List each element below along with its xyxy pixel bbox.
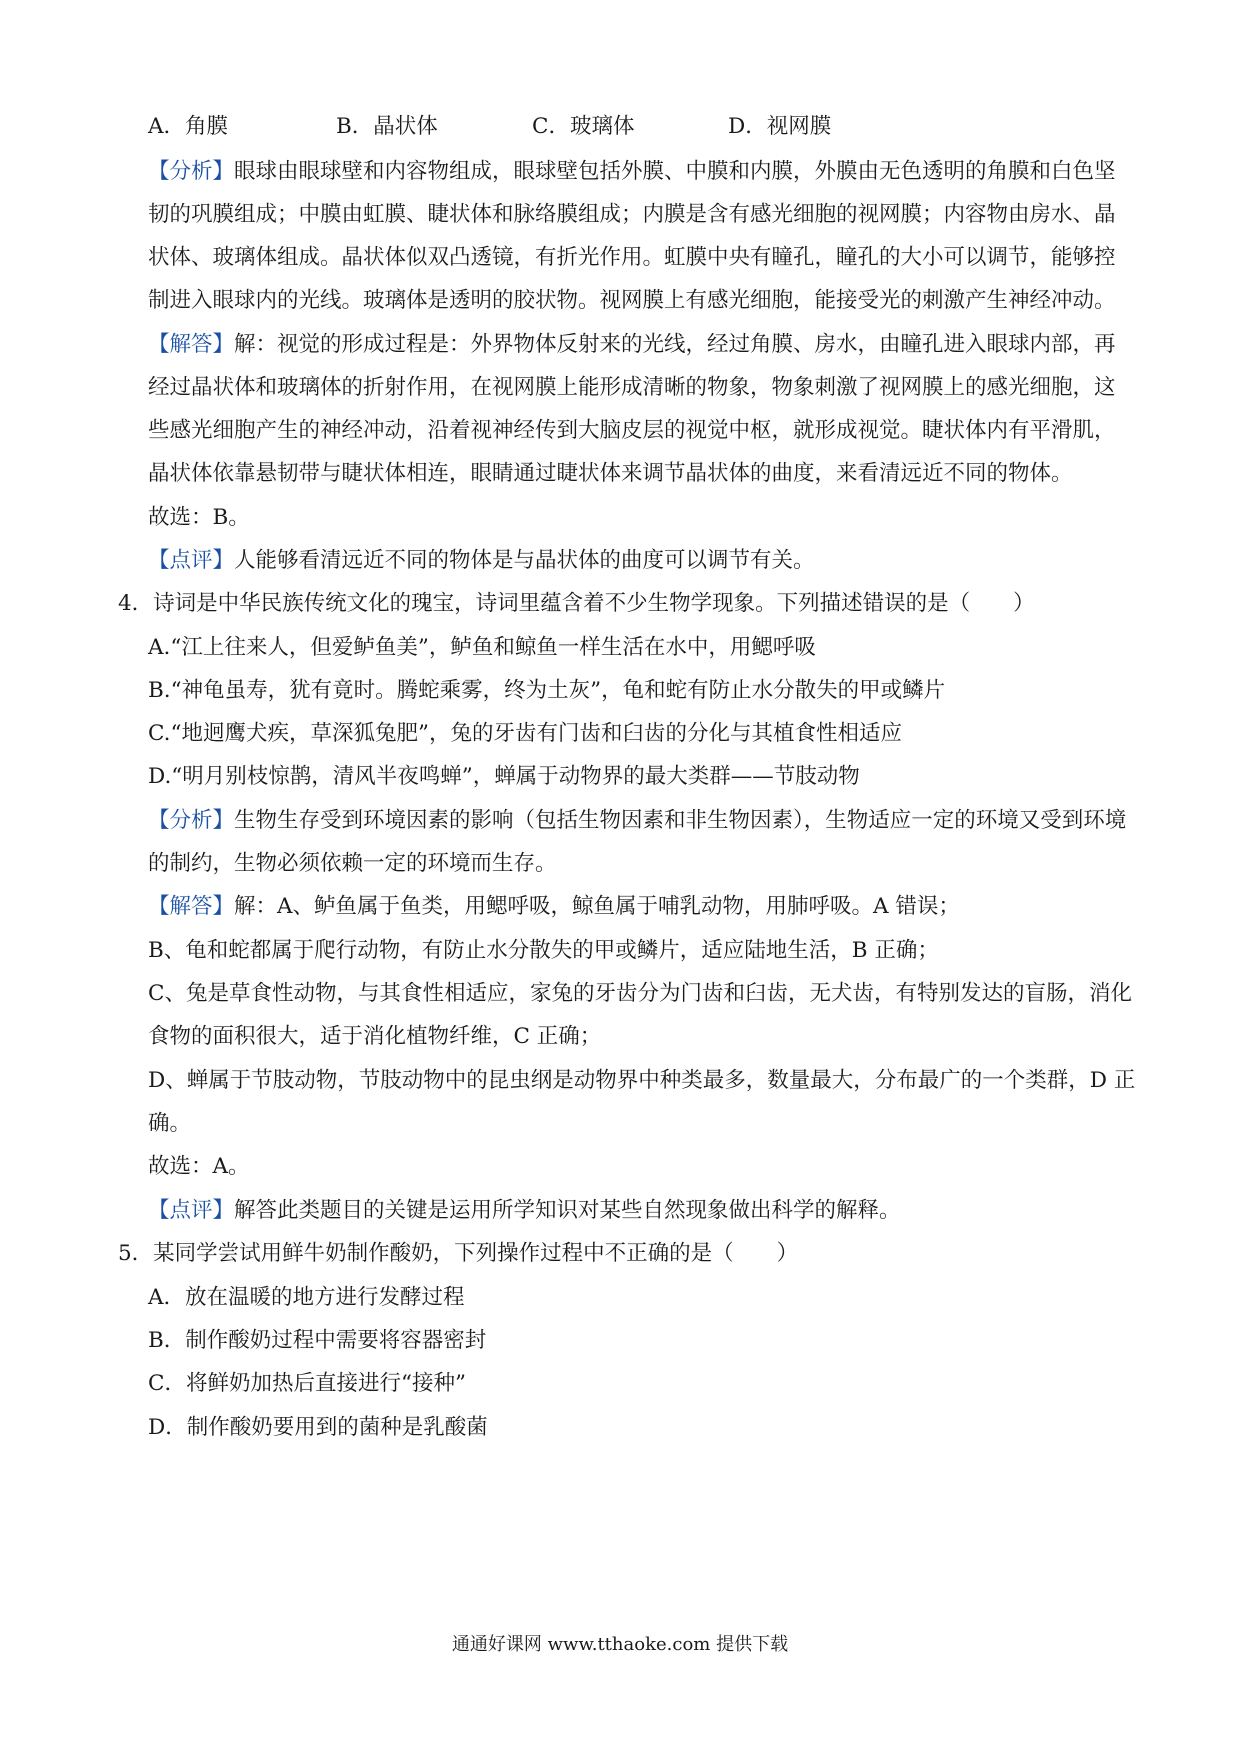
q4-answer-line: D、蝉属于节肢动物，节肢动物中的昆虫纲是动物界中种类最多，数量最大，分布最广的一个类群，D 正 <box>148 1068 1136 1093</box>
q4-answer-line: 【解答】解：A、鲈鱼属于鱼类，用鳃呼吸，鲸鱼属于哺乳动物，用肺呼吸。A 错误； <box>148 894 960 919</box>
q4-option-b: B.“神龟虽寿，犹有竟时。腾蛇乘雾，终为土灰”，龟和蛇有防止水分散失的甲或鳞片 <box>148 678 946 703</box>
q4-choice: 故选：A。 <box>148 1154 250 1179</box>
q5-option-b: B．制作酸奶过程中需要将容器密封 <box>148 1328 487 1353</box>
q3-analysis-line: 韧的巩膜组成；中膜由虹膜、睫状体和脉络膜组成；内膜是含有感光细胞的视网膜；内容物由房水、晶 <box>148 202 1116 227</box>
analysis-tag: 【分析】 <box>148 808 235 833</box>
q3-option-b: B．晶状体 <box>336 114 438 139</box>
q4-option-d: D.“明月别枝惊鹊，清风半夜鸣蝉”，蝉属于动物界的最大类群——节肢动物 <box>148 764 860 789</box>
q4-option-a: A.“江上往来人，但爱鲈鱼美”，鲈鱼和鲸鱼一样生活在水中，用鳃呼吸 <box>148 635 816 660</box>
q4-answer-line: 食物的面积很大，适于消化植物纤维，C 正确； <box>148 1024 602 1049</box>
q4-answer-line: C、兔是草食性动物，与其食性相适应，家兔的牙齿分为门齿和臼齿，无犬齿，有特别发达的盲肠，消化 <box>148 981 1132 1006</box>
q3-answer-line: 经过晶状体和玻璃体的折射作用，在视网膜上能形成清晰的物象，物象刺激了视网膜上的感光细胞，这 <box>148 375 1116 400</box>
q3-comment: 【点评】人能够看清远近不同的物体是与晶状体的曲度可以调节有关。 <box>148 548 815 573</box>
q3-choice: 故选：B。 <box>148 505 250 530</box>
q3-analysis-line: 状体、玻璃体组成。晶状体似双凸透镜，有折光作用。虹膜中央有瞳孔，瞳孔的大小可以调节，能够控 <box>148 245 1116 270</box>
comment-tag: 【点评】 <box>148 548 235 573</box>
comment-tag: 【点评】 <box>148 1198 235 1223</box>
answer-tag: 【解答】 <box>148 894 235 919</box>
q4-comment: 【点评】解答此类题目的关键是运用所学知识对某些自然现象做出科学的解释。 <box>148 1198 901 1223</box>
q3-analysis-line: 制进入眼球内的光线。玻璃体是透明的胶状物。视网膜上有感光细胞，能接受光的刺激产生神经冲动。 <box>148 288 1116 313</box>
answer-tag: 【解答】 <box>148 332 235 357</box>
q3-option-a: A．角膜 <box>148 114 229 139</box>
q3-options <box>148 112 1048 142</box>
q4-stem: 4．诗词是中华民族传统文化的瑰宝，诗词里蕴含着不少生物学现象。下列描述错误的是（ ） <box>118 591 1035 616</box>
q3-answer-line: 【解答】解：视觉的形成过程是：外界物体反射来的光线，经过角膜、房水，由瞳孔进入眼球内部，再 <box>148 332 1116 357</box>
q3-answer-line: 些感光细胞产生的神经冲动，沿着视神经传到大脑皮层的视觉中枢，就形成视觉。睫状体内有平滑肌， <box>148 418 1116 443</box>
analysis-tag: 【分析】 <box>148 159 235 184</box>
q4-answer-line: 确。 <box>148 1111 192 1136</box>
q4-analysis-line: 的制约，生物必须依赖一定的环境而生存。 <box>148 851 557 876</box>
q3-answer-line: 晶状体依靠悬韧带与睫状体相连，眼睛通过睫状体来调节晶状体的曲度，来看清远近不同的物体。 <box>148 461 1073 486</box>
q3-option-d: D．视网膜 <box>728 114 832 139</box>
q3-option-c: C．玻璃体 <box>532 114 635 139</box>
q5-option-a: A．放在温暖的地方进行发酵过程 <box>148 1285 465 1310</box>
page-footer: 通通好课网 www.tthaoke.com 提供下载 <box>451 1634 789 1655</box>
q4-option-c: C.“地迥鹰犬疾，草深狐兔肥”，兔的牙齿有门齿和臼齿的分化与其植食性相适应 <box>148 721 903 746</box>
q5-stem: 5．某同学尝试用鲜牛奶制作酸奶，下列操作过程中不正确的是（ ） <box>118 1241 799 1266</box>
q4-answer-line: B、龟和蛇都属于爬行动物，有防止水分散失的甲或鳞片，适应陆地生活，B 正确； <box>148 938 939 963</box>
q3-analysis-line: 【分析】眼球由眼球壁和内容物组成，眼球壁包括外膜、中膜和内膜，外膜由无色透明的角膜和白色坚 <box>148 159 1116 184</box>
q5-option-c: C．将鲜奶加热后直接进行“接种” <box>148 1371 466 1396</box>
q5-option-d: D．制作酸奶要用到的菌种是乳酸菌 <box>148 1415 488 1440</box>
q4-analysis-line: 【分析】生物生存受到环境因素的影响（包括生物因素和非生物因素），生物适应一定的环境又受到环境 <box>148 808 1127 833</box>
